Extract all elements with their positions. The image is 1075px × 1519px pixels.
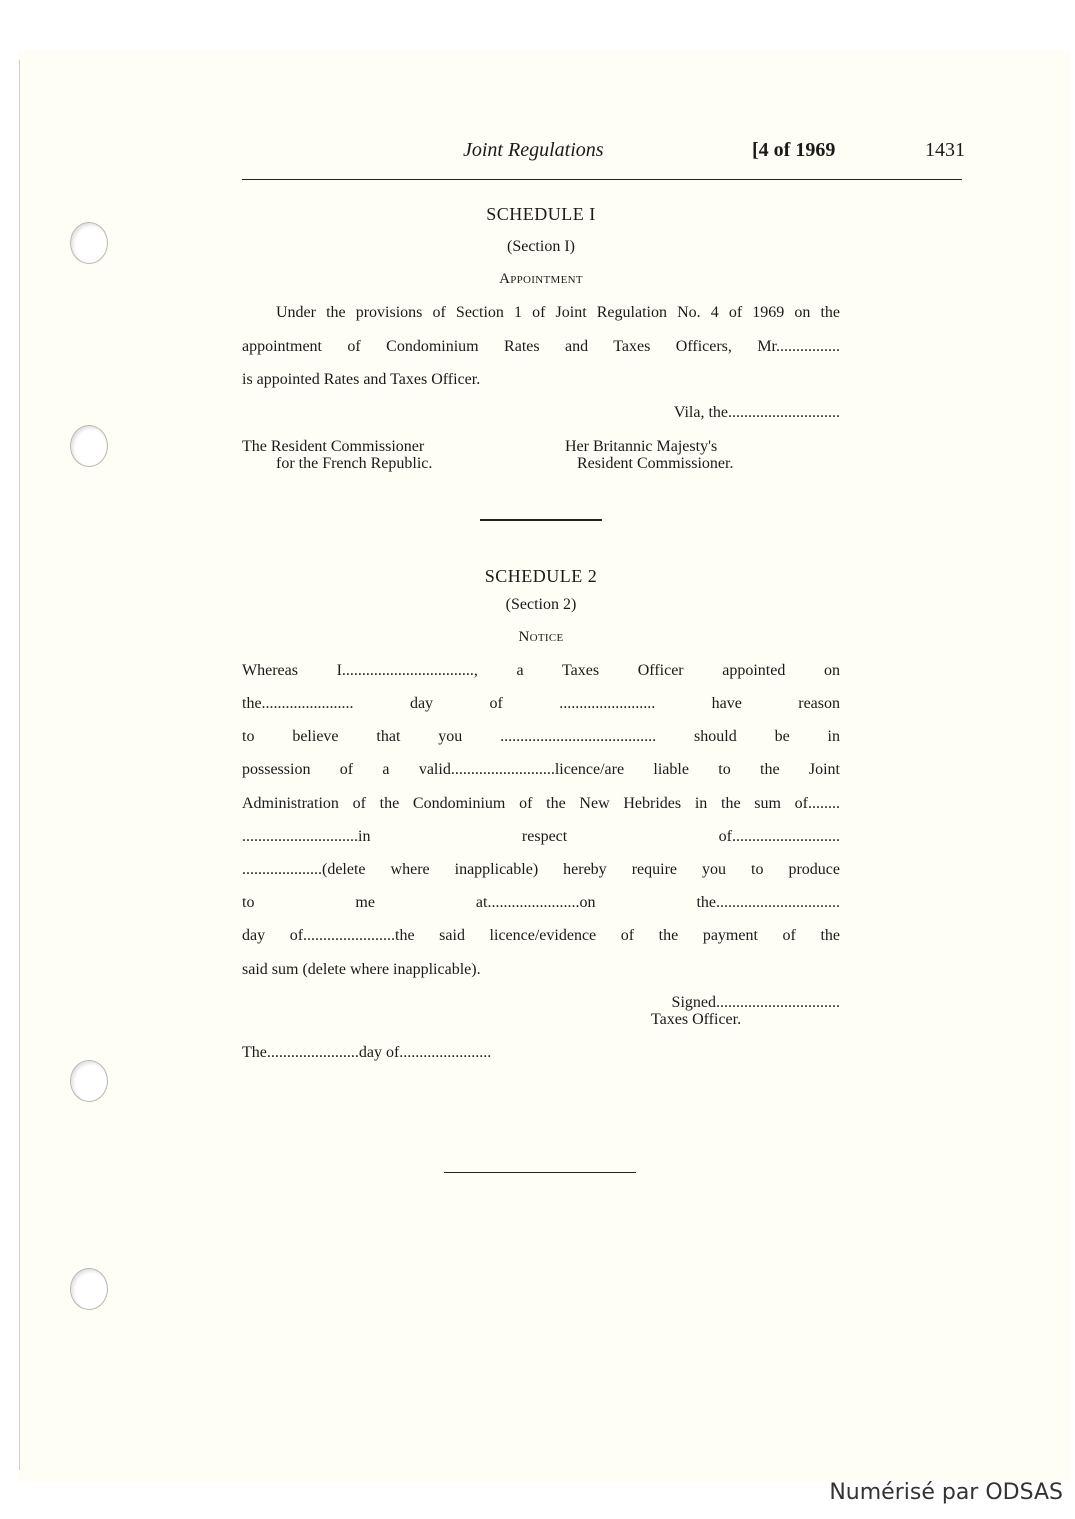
place-date-line: Vila, the............................ (673, 404, 840, 421)
running-title: Joint Regulations (463, 139, 604, 161)
signed-line: Signed............................... (671, 994, 840, 1011)
schedule-1-subheading: Appointment (499, 271, 583, 287)
section-divider (480, 519, 602, 521)
act-reference: [4 of 1969 (752, 139, 836, 161)
signatory-french (242, 438, 432, 472)
schedule-2-heading: SCHEDULE 2 (484, 566, 598, 586)
schedule-1-section: (Section I) (507, 238, 575, 255)
signatory-british-line: Her Britannic Majesty's (565, 438, 718, 455)
signatory-british-line: Resident Commissioner. (577, 455, 734, 472)
punch-hole (70, 1268, 108, 1310)
schedule-1-line: is appointed Rates and Taxes Officer. (242, 371, 481, 388)
notice-line: to me at.......................on the............................... (242, 894, 840, 911)
notice-line: the....................... day of ........................ have reason (242, 695, 840, 712)
notice-line: day of.......................the said licence/evidence of the payment of the (242, 927, 840, 944)
signatory-french-line: The Resident Commissioner (242, 438, 425, 455)
punch-hole (70, 425, 108, 467)
signatory-french-line: for the French Republic. (276, 455, 433, 472)
notice-line: .............................in respect of........................... (242, 828, 840, 845)
notice-line: possession of a valid..........................licence/are liable to the Joint (242, 761, 840, 778)
header-rule (242, 179, 962, 180)
page-number: 1431 (925, 139, 965, 161)
page-edge-line (19, 60, 20, 1470)
notice-line: Whereas I................................., a Taxes Officer appointed on (242, 662, 840, 679)
signatory-british (565, 438, 733, 472)
taxes-officer-title: Taxes Officer. (651, 1011, 742, 1028)
end-rule (444, 1172, 636, 1173)
schedule-2-section: (Section 2) (505, 596, 577, 613)
notice-line: to believe that you ....................................... should be in (242, 728, 840, 745)
schedule-1-line: Under the provisions of Section 1 of Joint Regulation No. 4 of 1969 on the (276, 304, 840, 321)
scan-credit: Numérisé par ODSAS (829, 1480, 1063, 1505)
notice-line: said sum (delete where inapplicable). (242, 961, 481, 978)
schedule-2-subheading: Notice (518, 629, 564, 645)
schedule-1-line: appointment of Condominium Rates and Taxes Officers, Mr................ (242, 338, 840, 355)
punch-hole (70, 222, 108, 264)
date-line: The.......................day of....................... (242, 1044, 492, 1061)
notice-line: ....................(delete where inapplicable) hereby require you to produce (242, 861, 840, 878)
schedule-1-heading: SCHEDULE I (486, 204, 596, 224)
punch-hole (70, 1060, 108, 1102)
notice-line: Administration of the Condominium of the New Hebrides in the sum of........ (242, 795, 840, 812)
